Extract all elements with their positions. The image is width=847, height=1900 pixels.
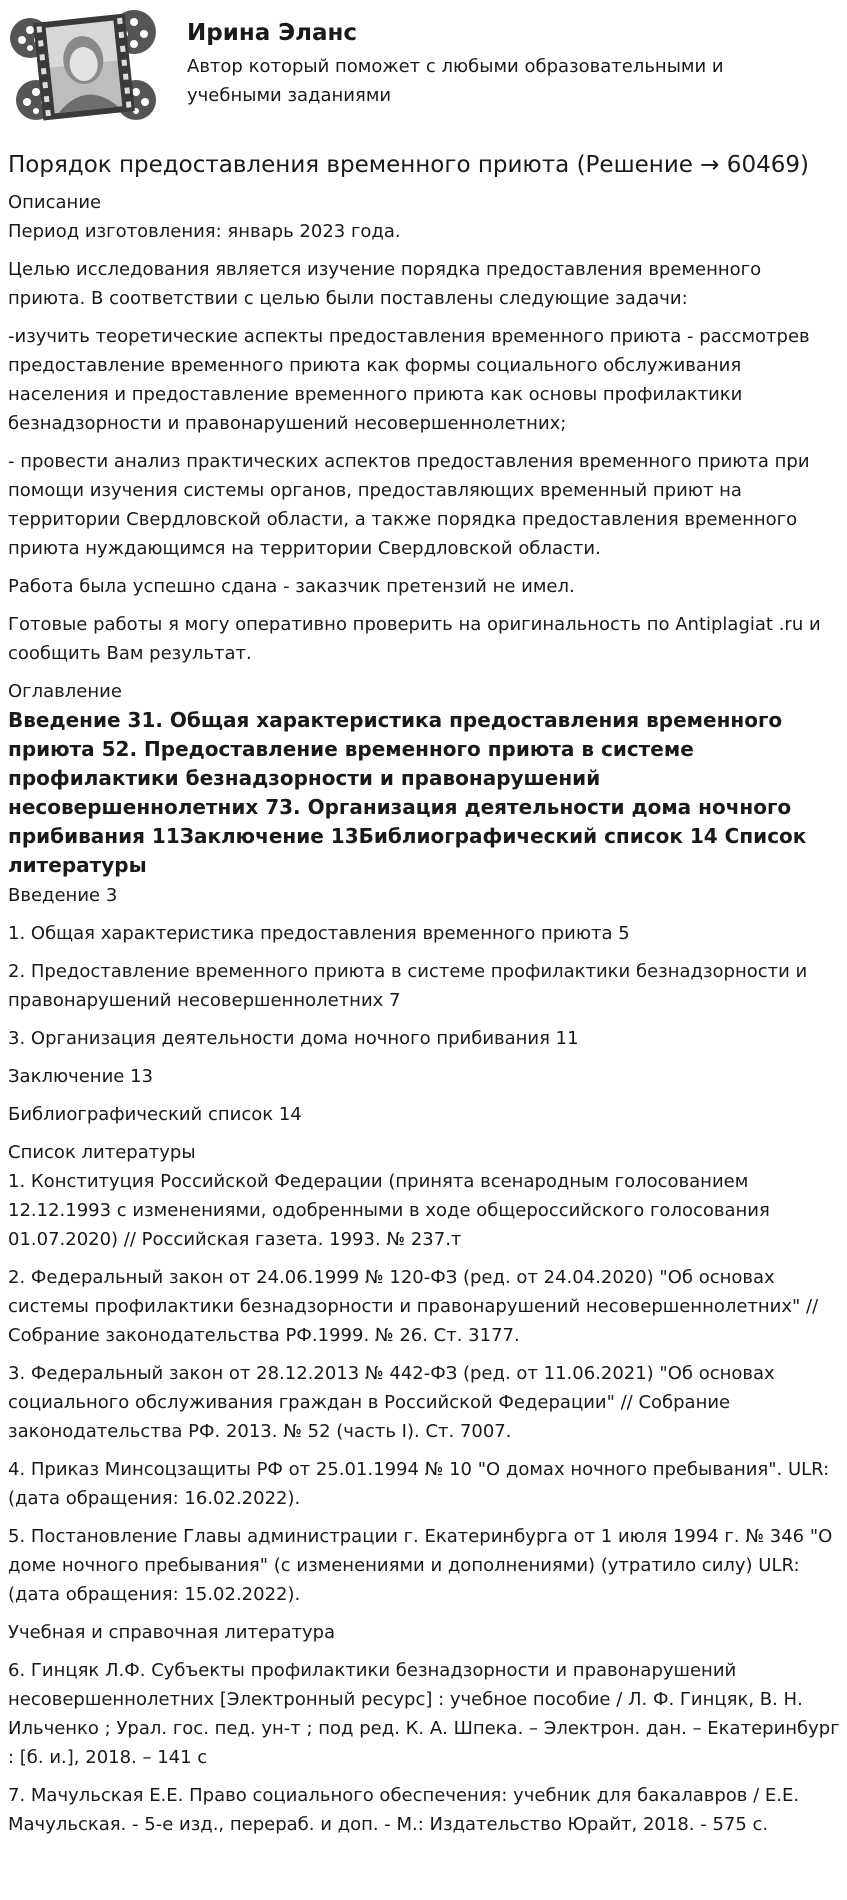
description-paragraph: Готовые работы я могу оперативно проверить на оригинальность по Antiplagiat .ru и сообщить Вам результат. bbox=[8, 614, 821, 664]
toc-item: 3. Организация деятельности дома ночного прибивания 11 bbox=[8, 1028, 579, 1049]
toc-item: Заключение 13 bbox=[8, 1066, 153, 1087]
literature-label: Список литературы bbox=[8, 1142, 196, 1163]
toc-item: 2. Предоставление временного приюта в системе профилактики безнадзорности и правонарушений несовершеннолетних 7 bbox=[8, 961, 808, 1011]
literature-item: 6. Гинцяк Л.Ф. Субъекты профилактики безнадзорности и правонарушений несовершеннолетних [Электронный ресурс] : учебное пособие / Л. Ф. Гинцяк, В. Н. Ильченко ; Урал. гос. пед. ун-т ; под ред. К. А. Шпека. – Электрон. дан. – Екатеринбург : [б. и.], 2018. – 141 с bbox=[8, 1660, 840, 1768]
toc-bold-summary: Введение 31. Общая характеристика предоставления временного приюта 52. Предоставление временного приюта в системе профилактики безнадзорности и правонарушений несовершеннолетних 73. Организация деятельности дома ночного прибивания 11Заключение 13Библиографический список 14 Список литературы bbox=[8, 708, 807, 877]
description-label: Описание bbox=[8, 192, 102, 213]
description-paragraph: - провести анализ практических аспектов предоставления временного приюта при помощи изучения системы органов, предоставляющих временный приют на территории Свердловской области, а также порядка предоставления временного приюта нуждающимся на территории Свердловской области. bbox=[8, 451, 810, 559]
description-paragraph: Целью исследования является изучение порядка предоставления временного приюта. В соответствии с целью были поставлены следующие задачи: bbox=[8, 259, 762, 309]
literature-subheading: Учебная и справочная литература bbox=[8, 1622, 336, 1643]
toc-item: 1. Общая характеристика предоставления временного приюта 5 bbox=[8, 923, 630, 944]
literature-item: 2. Федеральный закон от 24.06.1999 № 120-ФЗ (ред. от 24.04.2020) "Об основах системы профилактики безнадзорности и правонарушений несовершеннолетних" // Собрание законодательства РФ.1999. № 26. Ст. 3177. bbox=[8, 1267, 819, 1346]
film-reel-avatar-icon bbox=[8, 8, 160, 126]
author-name[interactable]: Ирина Эланс bbox=[187, 20, 358, 46]
toc-item: Введение 3 bbox=[8, 885, 118, 906]
author-card bbox=[8, 8, 838, 128]
work-title: Порядок предоставления временного приюта (Решение → 60469) bbox=[8, 152, 809, 178]
literature-item: 4. Приказ Минсоцзащиты РФ от 25.01.1994 № 10 "О домах ночного пребывания". ULR: (дата обращения: 16.02.2022). bbox=[8, 1459, 830, 1509]
literature-item: 5. Постановление Главы администрации г. Екатеринбурга от 1 июля 1994 г. № 346 "О доме ночного пребывания" (с изменениями и дополнениями) (утратило силу) ULR: (дата обращения: 15.02.2022). bbox=[8, 1526, 833, 1605]
description-paragraph: Работа была успешно сдана - заказчик претензий не имел. bbox=[8, 576, 575, 597]
literature-item: 7. Мачульская Е.Е. Право социального обеспечения: учебник для бакалавров / Е.Е. Мачульская. - 5-е изд., перераб. и доп. - М.: Издательство Юрайт, 2018. - 575 с. bbox=[8, 1785, 800, 1835]
work-content bbox=[8, 150, 844, 1848]
author-description: Автор который поможет с любыми образовательными и учебными заданиями bbox=[187, 56, 724, 106]
description-paragraph: -изучить теоретические аспекты предоставления временного приюта - рассмотрев предоставление временного приюта как формы социального обслуживания населения и предоставление временного приюта как основы профилактики безнадзорности и правонарушений несовершеннолетних; bbox=[8, 326, 810, 434]
avatar[interactable] bbox=[8, 8, 160, 126]
toc-label: Оглавление bbox=[8, 681, 122, 702]
toc-item: Библиографический список 14 bbox=[8, 1104, 302, 1125]
period-text: Период изготовления: январь 2023 года. bbox=[8, 221, 401, 242]
literature-item: 3. Федеральный закон от 28.12.2013 № 442-ФЗ (ред. от 11.06.2021) "Об основах социального обслуживания граждан в Российской Федерации" // Собрание законодательства РФ. 2013. № 52 (часть I). Ст. 7007. bbox=[8, 1363, 775, 1442]
literature-item: 1. Конституция Российской Федерации (принята всенародным голосованием 12.12.1993 с изменениями, одобренными в ходе общероссийского голосования 01.07.2020) // Российская газета. 1993. № 237.т bbox=[8, 1171, 770, 1250]
